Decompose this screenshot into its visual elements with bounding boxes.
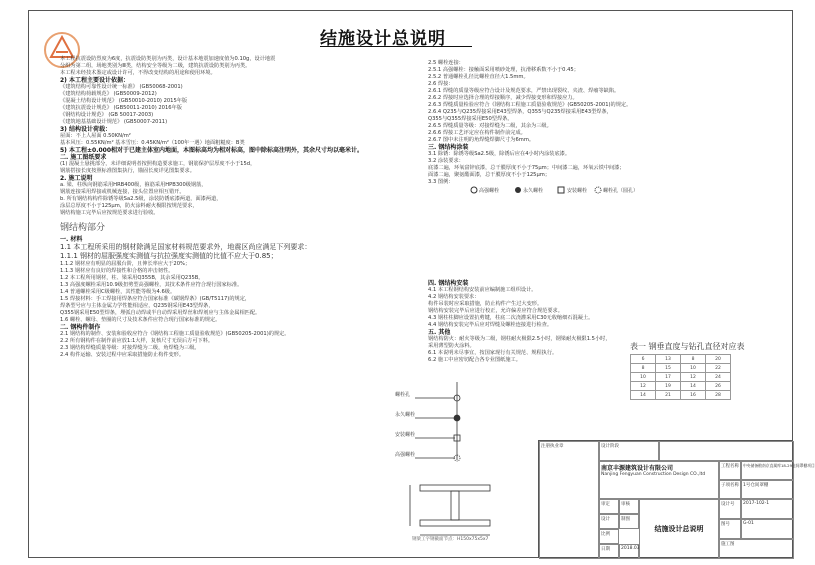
- note-line: 2.2 所有钢构件在制作前应放1:1大样，复核尺寸无误后方可下料。: [60, 338, 214, 344]
- subitem-value-cell: [741, 480, 794, 499]
- scale-label: 比例: [601, 532, 610, 537]
- note-line: 5) 本工程±0.000相对于已建主体室内地面，本图标高均为相对标高，图中除标高注明外，其余尺寸均以毫米计。: [60, 147, 364, 154]
- section-heading: 钢结构部分: [60, 223, 106, 233]
- data-table: [630, 354, 731, 400]
- steel-joint-diagram: [395, 380, 520, 550]
- diagram-label: 永久螺栓: [395, 412, 416, 418]
- note-line: 钢结构施工完毕后应按规范要求进行验收。: [60, 210, 159, 216]
- table-row: [631, 355, 731, 364]
- table-cell: 10: [631, 373, 656, 382]
- note-line: 4.4 钢结构安装完毕后应对焊缝及螺栓连接进行检查。: [428, 322, 553, 328]
- project-label-cell: [719, 461, 741, 480]
- note-line: 《建筑抗震设计规范》 (GB50011-2010) 2016年版: [60, 105, 182, 111]
- installation-notes: [428, 280, 628, 364]
- note-line: 焊条型号应与主体金属力学性能相适应，Q235钢采用E43型焊条，: [60, 303, 214, 309]
- note-line: 涂层总厚度不小于125μm，防火涂料耐火极限按规范要求，: [60, 203, 198, 209]
- note-line: 3.2 涂装要求：: [428, 158, 464, 164]
- table-cell: 14: [631, 391, 656, 400]
- design-no-label-cell: [719, 499, 741, 519]
- design-no-label: 设计号: [721, 502, 735, 507]
- note-line: 2.3 钢结构焊缝质量等级：对接焊缝为二级，角焊缝为三级。: [60, 345, 200, 351]
- table-cell: 14: [681, 382, 706, 391]
- note-line: 2.6.1 焊缝的质量等级应符合设计及规范要求，严禁出现裂纹、夹渣、焊瘤等缺陷。: [428, 88, 620, 94]
- date-label-cell: [599, 544, 619, 559]
- note-line: 二. 钢构件制作: [60, 324, 101, 331]
- sheet-no: G-01: [743, 521, 754, 526]
- note-line: 2.6.4 Q235与Q235焊接采用E43型焊条，Q355与Q235焊接采用E43型焊条，: [428, 109, 612, 115]
- note-line: 2.6.7 图中未注明的角焊缝焊脚尺寸为6mm。: [428, 137, 535, 143]
- note-line: 3.3 图例：: [428, 179, 454, 185]
- note-line: 2.5.2 普通螺栓孔径比螺栓直径大1.5mm。: [428, 74, 529, 80]
- drawing-title-cell: [639, 499, 719, 559]
- note-line: 3.1 除锈：除锈等级Sa2.5级，除锈后应在4小时内涂装底漆。: [428, 151, 571, 157]
- table-row: [631, 391, 731, 400]
- stage-label: 设计阶段: [601, 444, 619, 449]
- steel-notes: [60, 243, 380, 359]
- note-line: 钢结构防火：耐火等级为二级，钢柱耐火极限2.5小时，钢梁耐火极限1.5小时，: [428, 336, 611, 342]
- title-underline: [320, 46, 472, 47]
- legend-label: 螺栓孔（圆孔）: [603, 188, 639, 194]
- table-cell: 8: [681, 355, 706, 364]
- date-value-cell: [619, 544, 639, 559]
- page-title: 结施设计总说明: [320, 29, 446, 49]
- legend-label: 高强螺栓: [479, 188, 500, 194]
- note-line: 1.1 本工程所采用的钢材除满足国家材料规范要求外，地震区尚应满足下列要求：: [60, 243, 312, 251]
- table-cell: 12: [681, 373, 706, 382]
- note-line: 3) 结构设计荷载：: [60, 126, 112, 133]
- note-line: 五. 其他: [428, 329, 451, 336]
- note-line: 《混凝土结构设计规范》 (GB50010-2010) 2015年版: [60, 98, 188, 104]
- header-cell: [659, 441, 794, 461]
- note-line: 2. 施工说明: [60, 175, 93, 182]
- company-cell: [599, 461, 719, 499]
- title-block: [538, 440, 815, 558]
- note-line: 钢筋搭接长度按照标准图集执行，锚固长度详见图集要求。: [60, 168, 195, 174]
- company-name-en: Nanjing Fengyuan Construction Design CO.,ltd: [601, 472, 706, 477]
- legend-label: 安装螺栓: [567, 188, 588, 194]
- stage-value-cell: [719, 539, 794, 559]
- note-line: 采用薄型防火涂料。: [428, 343, 475, 349]
- note-line: 2.6.2 焊接时应选择合理的焊接顺序，减少焊接变形和焊接应力。: [428, 95, 578, 101]
- note-line: 1.2 本工程所用钢材，柱、梁采用Q355B，其余采用Q235B。: [60, 275, 204, 281]
- sheet-no-cell: [741, 519, 794, 539]
- bolt-legend: [470, 184, 640, 196]
- project-name: 中央储备粮南京直属库18-29仓间罩棚项目: [743, 463, 815, 468]
- date-label: 日期: [601, 547, 610, 552]
- legend-label: 永久螺栓: [523, 188, 544, 194]
- table-title: 表一 钢垂直度与钻孔直径对应表: [630, 342, 745, 351]
- approve-cell: [599, 499, 619, 514]
- note-line: 《钢结构设计规范》 (GB 50017-2003): [60, 112, 154, 118]
- note-line: 分组为第二组，场地类别为Ⅲ类，结构安全等级为二级，建筑抗震设防类别为丙类。: [60, 63, 251, 69]
- steel-notes-column: [428, 60, 758, 186]
- note-line: 构件吊装时应采取措施，防止构件产生过大变形。: [428, 301, 543, 307]
- project-value-cell: [741, 461, 815, 480]
- table-cell: 12: [631, 382, 656, 391]
- seal-area: [539, 441, 599, 559]
- note-line: 2.6.5 焊缝质量等级：对接焊缝为二级，其余为三级。: [428, 123, 552, 129]
- note-line: Q355钢采用E50型焊条，埋弧自动焊或半自动焊采用焊丝和焊剂应与主体金属相匹配。: [60, 310, 261, 316]
- diagram-label: 螺栓孔: [395, 392, 411, 398]
- table-cell: 6: [631, 355, 656, 364]
- table-cell: 20: [706, 355, 731, 364]
- note-line: 4.3 钢柱柱脚应设置抗剪键，柱底二次浇灌采用C30无收缩细石混凝土。: [428, 315, 594, 321]
- table-cell: 26: [706, 382, 731, 391]
- table-row: [631, 364, 731, 373]
- draw-label: 制图: [621, 517, 630, 522]
- general-notes-column: [60, 56, 370, 217]
- note-line: 钢结构安装完毕后应进行校正，允许偏差应符合规范要求。: [428, 308, 563, 314]
- stage-value: 施工图: [721, 542, 735, 547]
- company-name: 南京丰源建筑设计有限公司: [601, 465, 674, 472]
- diagram-caption: 钢梁工字钢截面节点：H150x75x5x7: [412, 537, 489, 542]
- note-line: 1.1.3 钢材应有良好的焊接性和合格的冲击韧性。: [60, 268, 174, 274]
- table-cell: 10: [681, 364, 706, 373]
- design-no: 2017-102-1: [743, 501, 770, 506]
- approve-label: 审定: [601, 502, 610, 507]
- note-line: 《建筑结构可靠性设计统一标准》 (GB50068-2001): [60, 84, 183, 90]
- table-cell: 19: [656, 382, 681, 391]
- note-line: 2.5.1 高强螺栓：接触面采用喷砂处理，抗滑移系数不小于0.45；: [428, 67, 579, 73]
- note-line: 2.6.3 焊缝质量检验应符合《钢结构工程施工质量验收规范》(GB50205-2001)的规定。: [428, 102, 632, 108]
- subsection-heading: 一. 材料: [60, 236, 83, 243]
- diagram-label: 安装螺栓: [395, 432, 416, 438]
- note-line: 2.4 构件运输、安装过程中应采取措施防止构件变形。: [60, 352, 185, 358]
- table-cell: 24: [706, 373, 731, 382]
- note-line: Q355与Q355焊接采用E50型焊条。: [428, 116, 513, 122]
- note-line: 2.6 焊接：: [428, 81, 454, 87]
- check-label: 审核: [621, 502, 630, 507]
- note-line: 4.1 本工程钢结构安装前应编制施工组织设计。: [428, 287, 537, 293]
- note-line: 6.2 施工中应密切配合各专业图纸施工。: [428, 357, 521, 363]
- date-value: 2018.03: [621, 546, 640, 551]
- design-label: 设计: [601, 517, 610, 522]
- table-cell: 8: [631, 364, 656, 373]
- table-cell: 13: [656, 355, 681, 364]
- table-row: [631, 382, 731, 391]
- seal-label: 注册执业章: [541, 444, 564, 449]
- note-line: 2.1 钢结构的制作、安装和验收应符合《钢结构工程施工质量验收规范》(GB50205-2001)的规定。: [60, 331, 290, 337]
- table-cell: 21: [656, 391, 681, 400]
- note-line: 4.2 钢结构安装要求：: [428, 294, 480, 300]
- note-line: 四. 钢结构安装: [428, 280, 469, 287]
- note-line: 本工程未经技术鉴定或设计许可，不得改变结构的用途和使用环境。: [60, 70, 216, 76]
- design-cell: [599, 514, 619, 529]
- note-line: 1.3 高强度螺栓采用10.9级扭剪型高强螺栓，其技术条件应符合现行国家标准。: [60, 282, 243, 288]
- note-line: 钢筋连接采用焊接或机械连接，接头位置应相互错开。: [60, 189, 185, 195]
- note-line: 2) 本工程主要设计依据：: [60, 77, 130, 84]
- drawing-title: 结施设计总说明: [654, 525, 704, 533]
- draw-cell: [619, 514, 639, 529]
- sheet-no-label: 图号: [721, 522, 730, 527]
- note-line: 屋面：不上人屋面 0.50KN/m²: [60, 133, 131, 139]
- note-line: 《建筑地基基础设计规范》 (GB50007-2011): [60, 119, 168, 125]
- note-line: 《建筑结构荷载规范》 (GB50009-2012): [60, 91, 157, 97]
- diagram-label: 高强螺栓: [395, 452, 416, 458]
- note-line: 1.1.2 钢材应有明显的屈服台阶，且伸长率应大于20%；: [60, 261, 191, 267]
- note-line: 1.4 普通螺栓采用C级螺栓，其性能等级为4.6级。: [60, 289, 176, 295]
- note-line: 底漆二遍，环氧富锌底漆，总干膜厚度不小于75μm；中间漆二遍，环氧云铁中间漆；: [428, 165, 625, 171]
- note-line: b. 所有钢结构构件除锈等级Sa2.5级，涂装防锈底漆两道，面漆两道，: [60, 196, 222, 202]
- table-cell: 17: [656, 373, 681, 382]
- table-cell: 22: [706, 364, 731, 373]
- table-cell: 15: [656, 364, 681, 373]
- note-line: 2.6.6 焊接工艺评定应在构件制作前完成。: [428, 130, 526, 136]
- note-line: 基本风压：0.55KN/m² 基本雪压：0.45KN/m²（100年一遇）地面粗糙度：B类: [60, 140, 245, 146]
- sheet-label-cell: [719, 519, 741, 539]
- subitem-name: 1号仓间罩棚: [743, 483, 769, 488]
- steel-section: [60, 220, 380, 359]
- note-line: 1.1.1 钢材的屈服强度实测值与抗拉强度实测值的比值不应大于0.85；: [60, 252, 278, 260]
- note-line: 面漆二遍，聚氨酯面漆，总干膜厚度不小于125μm；: [428, 172, 551, 178]
- subitem-label-cell: [719, 480, 741, 499]
- note-line: 本工程抗震设防烈度为6度，抗震设防类别为丙类，设计基本地震加速度值为0.10g，设计地震: [60, 56, 276, 62]
- subitem-label: 子项名称: [721, 483, 739, 488]
- note-line: 二. 施工图纸要求: [60, 154, 107, 161]
- note-line: a. 梁、柱纵向钢筋采用HRB400级，箍筋采用HPB300级钢筋，: [60, 182, 207, 188]
- table-cell: 28: [706, 391, 731, 400]
- scale-cell: [599, 529, 619, 544]
- note-line: 6.1 本说明未尽事宜，按国家现行有关规范、规程执行。: [428, 350, 558, 356]
- note-line: 三. 钢结构涂装: [428, 144, 469, 151]
- note-line: (1) 混凝土悬挑部分，未详细说明者按照构造要求施工，钢筋保护层厚度不小于15d，: [60, 161, 256, 167]
- stage-cell: [599, 441, 659, 461]
- check-cell: [619, 499, 639, 514]
- project-label: 工程名称: [721, 464, 739, 469]
- table-row: [631, 373, 731, 382]
- table-cell: 16: [681, 391, 706, 400]
- design-no-cell: [741, 499, 794, 519]
- note-line: 2.5 螺栓连接：: [428, 60, 464, 66]
- note-line: 1.6 螺栓、螺母、垫圈的尺寸及技术条件应符合现行国家标准的规定。: [60, 317, 221, 323]
- note-line: 1.5 焊接材料：手工焊接用焊条应符合国家标准《碳钢焊条》(GB/T5117)的规定，: [60, 296, 251, 302]
